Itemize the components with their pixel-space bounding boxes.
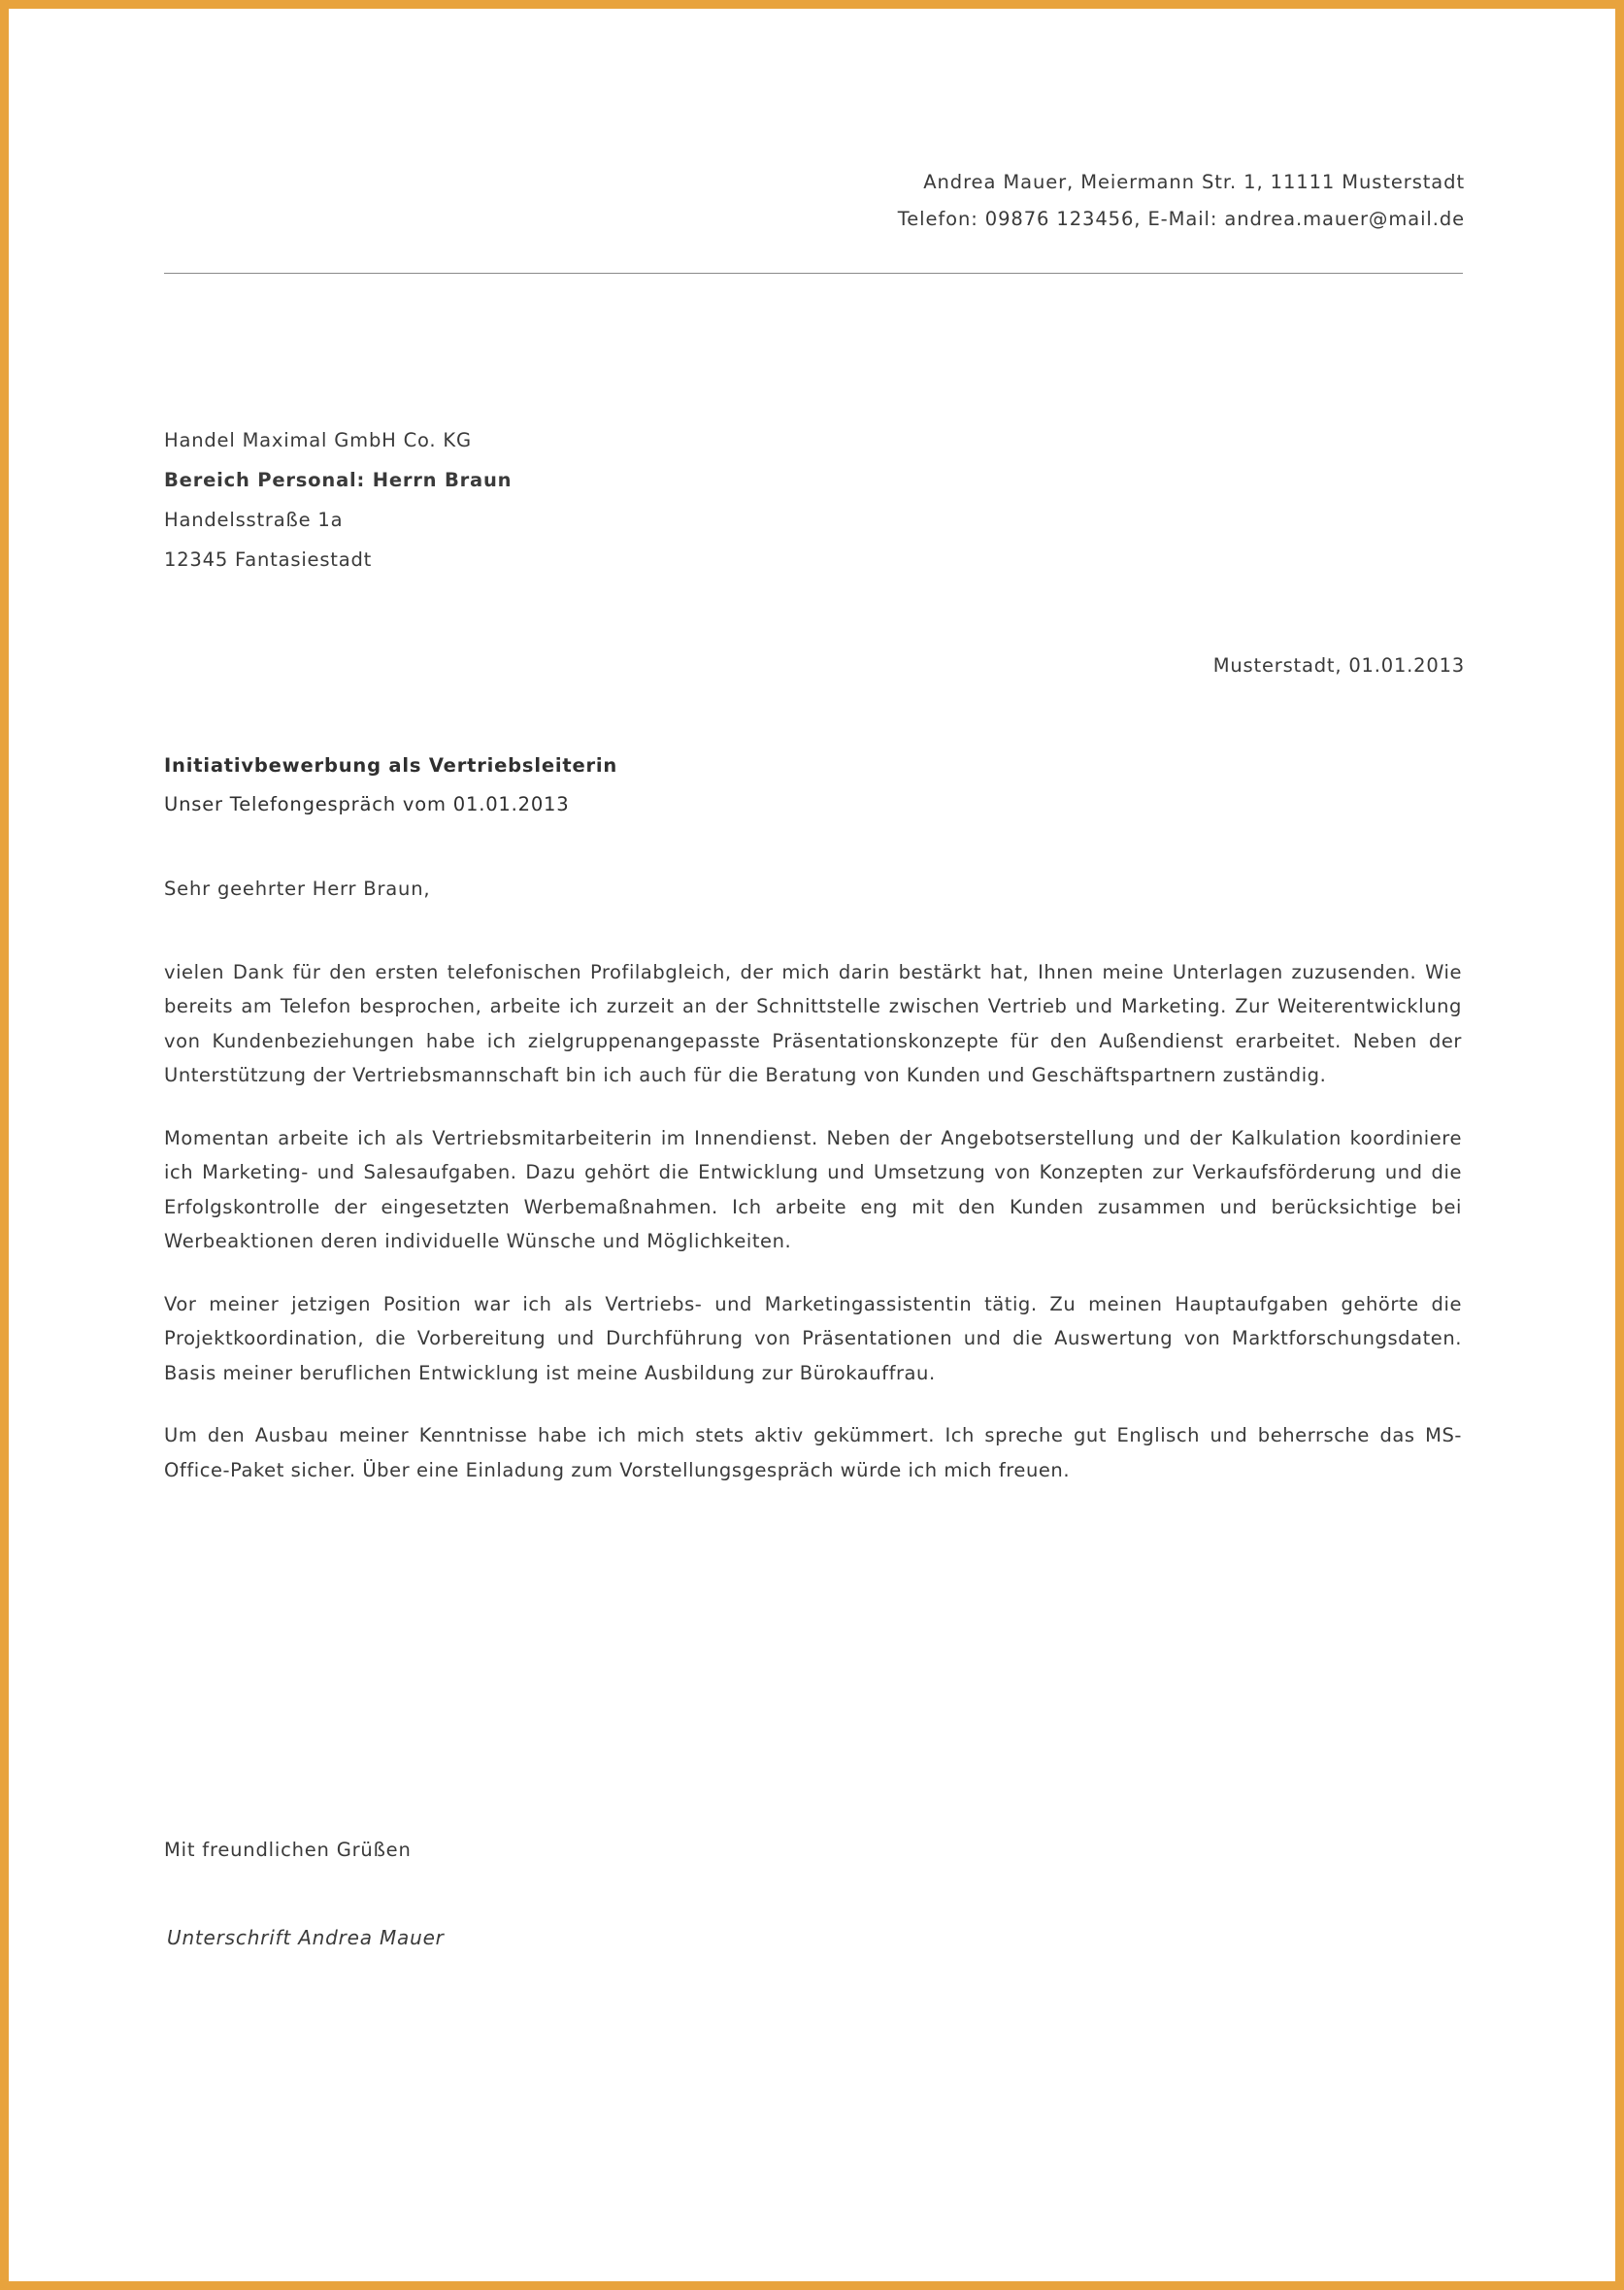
place-and-date: Musterstadt, 01.01.2013 (1212, 654, 1465, 677)
subject-block (164, 747, 617, 824)
sender-block (591, 164, 1465, 238)
salutation: Sehr geehrter Herr Braun, (164, 878, 431, 900)
body-paragraph: Momentan arbeite ich als Vertriebsmitarbeiterin im Innendienst. Neben der Angebotserstellung und der Kalkulation koordiniere ich Marketing- und Salesaufgaben. Dazu gehört die Entwicklung und Umsetzung von Konzepten zur Verkaufsförderung und die Erfolgskontrolle der eingesetzten Werbemaßnahmen. Ich arbeite eng mit den Kunden zusammen und berücksichtige bei Werbeaktionen deren individuelle Wünsche und Möglichkeiten. (164, 1126, 1462, 1253)
closing-line: Mit freundlichen Grüßen (164, 1839, 412, 1861)
recipient-street: Handelsstraße 1a (164, 508, 344, 531)
signature-line: Unterschrift Andrea Mauer (167, 1926, 445, 1949)
body-paragraph: Vor meiner jetzigen Position war ich als Vertriebs- und Marketingassistentin tätig. Zu meinen Hauptaufgaben gehörte die Projektkoordination, die Vorbereitung und Durchführung von Präsentationen und die Auswertung von Marktforschungsdaten. Basis meiner beruflichen Entwicklung ist meine Ausbildung zur Bürokauffrau. (164, 1292, 1462, 1384)
recipient-department: Bereich Personal: Herrn Braun (164, 468, 513, 491)
header-divider (164, 273, 1463, 274)
recipient-city: 12345 Fantasiestadt (164, 548, 373, 571)
cover-letter (9, 9, 1615, 2281)
letter-sheet (9, 9, 1615, 2281)
body-paragraph: Um den Ausbau meiner Kenntnisse habe ich mich stets aktiv gekümmert. Ich spreche gut Englisch und beherrsche das MS-Office-Paket sicher. Über eine Einladung zum Vorstellungsgespräch würde ich mich freuen. (164, 1424, 1462, 1481)
sender-contact-line: Telefon: 09876 123456, E-Mail: andrea.mauer@mail.de (897, 208, 1465, 231)
subject-reference: Unser Telefongespräch vom 01.01.2013 (164, 792, 570, 815)
sender-address-line: Andrea Mauer, Meiermann Str. 1, 11111 Musterstadt (923, 171, 1465, 193)
subject-line: Initiativbewerbung als Vertriebsleiterin (164, 754, 618, 777)
body-paragraph: vielen Dank für den ersten telefonischen Profilabgleich, der mich darin bestärkt hat, Ihnen meine Unterlagen zuzusenden. Wie bereits am Telefon besprochen, arbeite ich zurzeit an der Schnittstelle zwischen Vertrieb und Marketing. Zur Weiterentwicklung von Kundenbeziehungen habe ich zielgruppenangepasste Präsentationskonzepte für den Außendienst erarbeitet. Neben der Unterstützung der Vertriebsmannschaft bin ich auch für die Beratung von Kunden und Geschäftspartnern zuständig. (164, 961, 1462, 1087)
recipient-block (164, 421, 512, 581)
letter-body (164, 955, 1462, 1515)
recipient-company: Handel Maximal GmbH Co. KG (164, 429, 472, 451)
